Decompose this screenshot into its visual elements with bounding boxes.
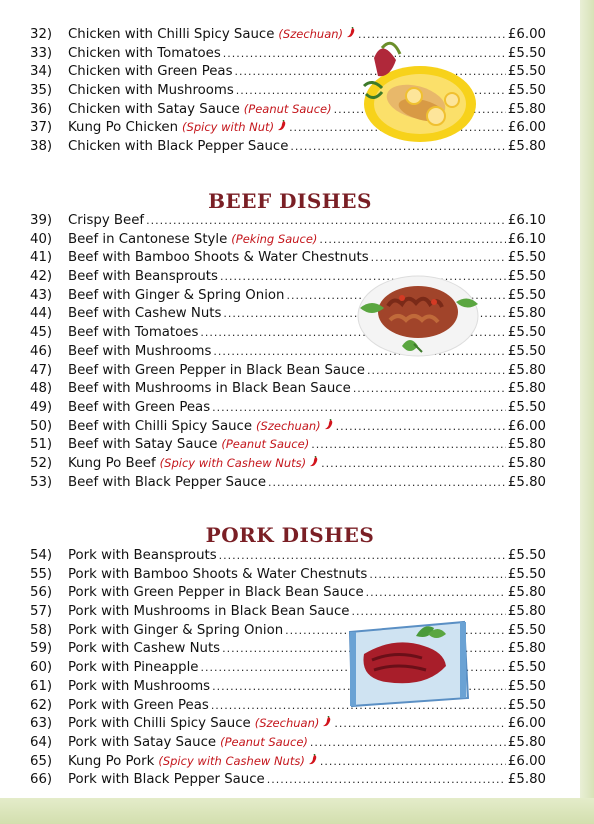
menu-item-price: £5.80 [507, 455, 546, 471]
menu-item-number: 41) [30, 250, 53, 266]
menu-item [30, 419, 546, 438]
menu-item-name: Pork with Cashew Nuts [68, 641, 221, 657]
menu-item-number: 42) [30, 269, 53, 285]
menu-item [30, 381, 546, 400]
menu-item-note: (Spicy with Cashew Nuts) [159, 455, 307, 470]
page-edge-decoration [580, 0, 594, 824]
menu-item-name: Pork with Ginger & Spring Onion [68, 622, 284, 638]
menu-item-number: 58) [30, 622, 53, 638]
menu-item-price: £5.50 [507, 678, 546, 694]
menu-item-number: 44) [30, 306, 53, 322]
dot-leader [367, 364, 506, 377]
menu-item-number: 50) [30, 418, 53, 434]
lemon-chicken-photo [352, 30, 478, 150]
menu-item-price: £5.80 [507, 604, 546, 620]
menu-item-name: Kung Po Beef [68, 455, 156, 471]
menu-item-price: £6.00 [507, 27, 546, 42]
menu-item [30, 585, 546, 604]
menu-item-note: (Szechuan) [254, 716, 320, 731]
menu-item-name: Pork with Chilli Spicy Sauce [68, 716, 251, 732]
menu-item-price: £5.50 [507, 548, 546, 563]
menu-item-name: Pork with Pineapple [68, 660, 199, 676]
menu-item-name: Kung Po Pork [68, 753, 155, 769]
menu-item-price: £5.50 [507, 64, 546, 80]
chili-pepper-icon [277, 120, 287, 134]
menu-item-number: 57) [30, 604, 53, 620]
menu-item-number: 43) [30, 287, 53, 303]
menu-item [30, 754, 546, 773]
menu-item-number: 46) [30, 343, 53, 359]
menu-item-name: Beef with Ginger & Spring Onion [68, 287, 285, 303]
menu-item-name: Pork with Black Pepper Sauce [68, 772, 265, 788]
menu-item-price: £5.50 [507, 83, 546, 99]
menu-item-name: Chicken with Mushrooms [68, 83, 234, 99]
menu-item-number: 39) [30, 213, 53, 228]
menu-item-number: 63) [30, 716, 53, 732]
menu-item-note: (Peking Sauce) [231, 231, 318, 246]
menu-item-name: Beef with Green Pepper in Black Bean Sauce [68, 362, 365, 378]
menu-item-number: 37) [30, 120, 53, 136]
page-bottom-band [0, 798, 594, 824]
menu-item-price: £5.80 [507, 734, 546, 750]
menu-item-price: £6.00 [507, 120, 546, 136]
menu-item-name: Beef with Black Pepper Sauce [68, 474, 267, 490]
dot-leader [369, 568, 506, 581]
menu-item-number: 49) [30, 399, 53, 415]
dot-leader [212, 401, 506, 414]
menu-item-number: 35) [30, 83, 53, 99]
menu-item-price: £5.80 [507, 362, 546, 378]
menu-item-name: Chicken with Satay Sauce [68, 101, 240, 117]
beef-section-title: BEEF DISHES [208, 189, 372, 213]
menu-item-name: Kung Po Chicken [68, 120, 179, 136]
menu-item [30, 735, 546, 754]
menu-item-price: £5.80 [507, 641, 546, 657]
menu-item-number: 45) [30, 325, 53, 341]
menu-item-number: 64) [30, 734, 53, 750]
dot-leader [319, 233, 506, 246]
menu-item-name: Pork with Mushrooms in Black Bean Sauce [68, 604, 350, 620]
menu-item-price: £5.50 [507, 622, 546, 638]
dot-leader [219, 549, 506, 562]
menu-item-number: 33) [30, 45, 53, 61]
menu-item-price: £6.10 [507, 213, 546, 228]
menu-item-price: £5.80 [507, 772, 546, 788]
menu-item-name: Chicken with Green Peas [68, 64, 233, 80]
menu-item-name: Beef with Tomatoes [68, 325, 199, 341]
menu-item-name: Beef with Cashew Nuts [68, 306, 222, 322]
menu-item-price: £5.50 [507, 566, 546, 582]
dot-leader [311, 438, 506, 451]
menu-item [30, 456, 546, 475]
dot-leader [310, 736, 506, 749]
menu-item-number: 34) [30, 64, 53, 80]
menu-item [30, 400, 546, 419]
menu-item-name: Pork with Green Pepper in Black Bean Sauce [68, 585, 364, 601]
menu-item [30, 363, 546, 382]
menu-item-price: £5.50 [507, 325, 546, 341]
menu-item-name: Beef with Green Peas [68, 399, 211, 415]
menu-item-price: £6.00 [507, 716, 546, 732]
dot-leader [336, 420, 506, 433]
menu-item [30, 567, 546, 586]
dot-leader [371, 251, 506, 264]
menu-item-price: £6.00 [507, 753, 546, 769]
menu-item-number: 32) [30, 27, 53, 42]
menu-item-name: Beef with Mushrooms in Black Bean Sauce [68, 381, 351, 397]
menu-item-name: Pork with Green Peas [68, 697, 209, 713]
menu-item-number: 53) [30, 474, 53, 490]
menu-item-note: (Peanut Sauce) [220, 734, 308, 749]
crispy-beef-photo [354, 268, 484, 364]
menu-item [30, 772, 546, 791]
menu-item-name: Crispy Beef [68, 213, 145, 228]
menu-item-name: Beef with Satay Sauce [68, 437, 218, 453]
menu-item-number: 36) [30, 101, 53, 117]
dot-leader [320, 755, 506, 768]
menu-item-price: £5.80 [507, 381, 546, 397]
menu-item-note: (Peanut Sauce) [221, 437, 310, 452]
menu-item-number: 47) [30, 362, 53, 378]
menu-item-number: 48) [30, 381, 53, 397]
menu-item-name: Chicken with Tomatoes [68, 45, 221, 61]
menu-item-number: 62) [30, 697, 53, 713]
menu-item [30, 475, 546, 494]
dot-leader [366, 586, 506, 599]
menu-item-price: £6.00 [507, 418, 546, 434]
menu-item-name: Pork with Bamboo Shoots & Water Chestnuts [68, 566, 368, 582]
chili-pepper-icon [322, 716, 332, 730]
menu-item-price: £5.80 [507, 101, 546, 117]
menu-item-note: (Peanut Sauce) [243, 101, 332, 116]
menu-item-price: £5.50 [507, 250, 546, 266]
menu-item-price: £5.50 [507, 269, 546, 285]
menu-item-name: Pork with Satay Sauce [68, 734, 217, 750]
menu-item-price: £5.50 [507, 660, 546, 676]
menu-item-price: £5.50 [507, 287, 546, 303]
menu-item-number: 55) [30, 566, 53, 582]
menu-item-number: 59) [30, 641, 53, 657]
menu-item-price: £5.80 [507, 139, 546, 155]
menu-item-name: Chicken with Black Pepper Sauce [68, 139, 289, 155]
menu-item-number: 66) [30, 772, 53, 788]
menu-item-name: Pork with Mushrooms [68, 678, 211, 694]
menu-item-number: 60) [30, 660, 53, 676]
menu-item-note: (Szechuan) [256, 418, 321, 433]
menu-item-price: £5.80 [507, 437, 546, 453]
chili-pepper-icon [309, 456, 319, 470]
chili-pepper-icon [324, 419, 334, 433]
menu-item-number: 54) [30, 548, 53, 563]
menu-item-note: (Spicy with Cashew Nuts) [158, 753, 305, 768]
menu-item-price: £5.50 [507, 343, 546, 359]
menu-item [30, 250, 546, 269]
roast-pork-photo [344, 614, 472, 710]
dot-leader [267, 773, 506, 786]
dot-leader [321, 457, 506, 470]
menu-item-name: Beef in Cantonese Style [68, 231, 228, 247]
menu-item-name: Beef with Beansprouts [68, 269, 218, 285]
dot-leader [268, 476, 506, 489]
menu-item [30, 437, 546, 456]
menu-item-number: 38) [30, 139, 53, 155]
menu-item [30, 213, 546, 232]
menu-item-price: £5.50 [507, 399, 546, 415]
menu-item-note: (Szechuan) [278, 27, 344, 41]
dot-leader [334, 717, 506, 730]
menu-item-name: Beef with Chilli Spicy Sauce [68, 418, 253, 434]
menu-item [30, 716, 546, 735]
menu-item [30, 548, 546, 567]
menu-item-price: £5.80 [507, 474, 546, 490]
dot-leader [146, 214, 506, 227]
menu-item-price: £6.10 [507, 231, 546, 247]
menu-item-name: Pork with Beansprouts [68, 548, 217, 563]
menu-item-number: 51) [30, 437, 53, 453]
menu-item-number: 56) [30, 585, 53, 601]
dot-leader [353, 382, 506, 395]
menu-item-note: (Spicy with Nut) [182, 120, 275, 135]
chili-pepper-icon [308, 754, 318, 768]
menu-item-number: 40) [30, 231, 53, 247]
menu-item-number: 52) [30, 455, 53, 471]
menu-item-price: £5.80 [507, 306, 546, 322]
menu-item-number: 65) [30, 753, 53, 769]
menu-item [30, 232, 546, 251]
pork-section-title: PORK DISHES [205, 523, 375, 547]
menu-item-name: Chicken with Chilli Spicy Sauce [68, 27, 275, 42]
menu-item-price: £5.50 [507, 45, 546, 61]
menu-item-price: £5.80 [507, 585, 546, 601]
menu-item-price: £5.50 [507, 697, 546, 713]
menu-item-number: 61) [30, 678, 53, 694]
menu-item-name: Beef with Mushrooms [68, 343, 212, 359]
menu-item-name: Beef with Bamboo Shoots & Water Chestnuts [68, 250, 369, 266]
